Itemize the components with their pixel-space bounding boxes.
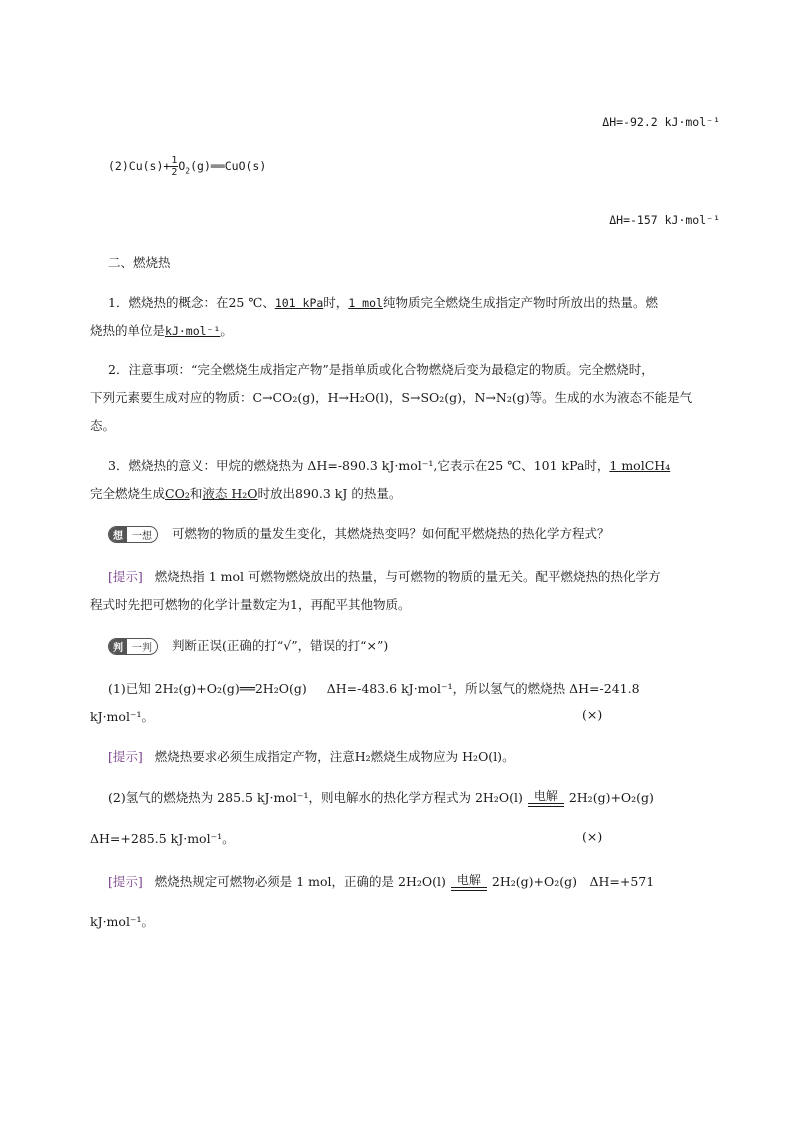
section-title: 二、燃烧热 (108, 255, 171, 270)
fraction-half (170, 155, 178, 178)
p1-underlined-amount: 1 mol (348, 296, 383, 310)
p3-line2-text-b: 和 (189, 486, 203, 501)
judge-badge-char: 判 (109, 639, 127, 654)
electrolysis-arrow (528, 790, 564, 807)
tip-2-text: 燃烧热要求必须生成指定产物，注意H₂燃烧生成物应为 H₂O(l)。 (154, 749, 515, 764)
p3-underlined-methane: 1 molCH₄ (609, 458, 671, 473)
equation-2: (2)Cu(s)+ $\frac{1}{2}$ $O_2(g)══CuO(s)$ (108, 155, 267, 178)
question-2-line-1 (108, 788, 654, 807)
p1-underlined-unit: kJ·mol⁻¹ (165, 324, 221, 338)
q1-equation: (1)已知 2H₂(g)+O₂(g)══2H₂O(g) (108, 681, 307, 696)
judge-badge (108, 638, 158, 655)
p1-text-b: 时， (323, 295, 349, 310)
paragraph-1-line-2 (90, 321, 233, 339)
equation-1-enthalpy: ΔH=-92.2 kJ·mol⁻¹ (602, 115, 720, 129)
electrolysis-label: 电解 (533, 789, 558, 803)
paragraph-3-line-1 (108, 456, 670, 474)
tip-2-line (108, 747, 515, 765)
think-badge (108, 526, 158, 543)
think-badge-char: 想 (109, 527, 127, 542)
judge-instruction: 判断正误(正确的打“√”，错误的打“×”) (171, 638, 389, 653)
tip-1-text: 燃烧热指 1 mol 可燃物燃烧放出的热量，与可燃物的物质的量无关。配平燃烧热的热化学方 (154, 569, 661, 584)
equation-2-prefix: (2)Cu(s)+ (108, 159, 171, 173)
tip-1-label: [提示] (108, 569, 143, 584)
tip-2-label: [提示] (108, 749, 143, 764)
question-1-line-1 (108, 679, 640, 697)
question-2-answer-mark: (×) (582, 829, 603, 844)
tip-3-products: 2H₂(g)+O₂(g) ΔH=+571 (491, 874, 655, 889)
question-1-answer-mark: (×) (582, 707, 603, 722)
paragraph-1-line-1 (108, 293, 658, 311)
p1-line2-end: 。 (220, 323, 233, 338)
p1-text-c: 纯物质完全燃烧生成指定产物时所放出的热量。燃 (382, 295, 658, 310)
paragraph-3-line-2 (90, 484, 401, 502)
tip-3-line-2: kJ·mol⁻¹。 (90, 914, 155, 929)
paragraph-2-line-1: 2．注意事项：“完全燃烧生成指定产物”是指单质或化合物燃烧后变为最稳定的物质。完全燃烧时， (108, 362, 654, 377)
question-1-line-2: kJ·mol⁻¹。 (90, 709, 155, 724)
fraction-numerator: 1 (171, 155, 178, 166)
p1-text-a: 1．燃烧热的概念：在25 ℃、 (108, 295, 275, 310)
judge-badge-label: 一判 (132, 643, 152, 654)
p3-line2-text-a: 完全燃烧生成 (90, 486, 166, 501)
tip-1-line-1 (108, 567, 661, 585)
electrolysis-arrow-2 (451, 874, 487, 891)
paragraph-2-line-3: 态。 (90, 418, 116, 433)
q2-products: 2H₂(g)+O₂(g) (568, 790, 654, 805)
p1-line2-text: 烧热的单位是 (90, 323, 166, 338)
think-badge-label: 一想 (132, 531, 152, 542)
p3-underlined-co2: CO₂ (165, 486, 190, 501)
q1-statement: ΔH=-483.6 kJ·mol⁻¹，所以氢气的燃烧热 ΔH=-241.8 (326, 681, 640, 696)
question-2-line-2: ΔH=+285.5 kJ·mol⁻¹。 (90, 831, 235, 846)
tip-3-text: 燃烧热规定可燃物必须是 1 mol，正确的是 2H₂O(l) (154, 874, 446, 889)
equation-2-rest: (g)══CuO(s) (190, 159, 267, 173)
equation-2-enthalpy: ΔH=-157 kJ·mol⁻¹ (609, 213, 720, 227)
double-bar-2 (451, 887, 487, 891)
tip-3-line-1 (108, 872, 654, 891)
tip-3-label: [提示] (108, 874, 143, 889)
paragraph-2-line-2: 下列元素要生成对应的物质：C→CO₂(g)，H→H₂O(l)，S→SO₂(g)，N→N₂(g)等。生成的水为液态不能是气 (90, 390, 693, 405)
p3-text-a: 3．燃烧热的意义：甲烷的燃烧热为 ΔH=-890.3 kJ·mol⁻¹,它表示在25 ℃、101 kPa时， (108, 458, 610, 473)
p3-underlined-water: 液态 H₂O (202, 486, 258, 501)
p1-underlined-pressure: 101 kPa (274, 296, 324, 310)
electrolysis-label-2: 电解 (456, 873, 481, 887)
think-question: 可燃物的物质的量发生变化，其燃烧热变吗？如何配平燃烧热的热化学方程式？ (171, 526, 610, 541)
think-row (108, 524, 610, 543)
q2-text: (2)氢气的燃烧热为 285.5 kJ·mol⁻¹，则电解水的热化学方程式为 2H₂O(l) (108, 790, 523, 805)
fraction-denominator: 2 (171, 167, 178, 178)
double-bar (528, 803, 564, 807)
judge-row (108, 636, 388, 655)
tip-1-line-2: 程式时先把可燃物的化学计量数定为1，再配平其他物质。 (90, 597, 411, 612)
p3-line2-text-c: 时放出890.3 kJ 的热量。 (257, 486, 402, 501)
